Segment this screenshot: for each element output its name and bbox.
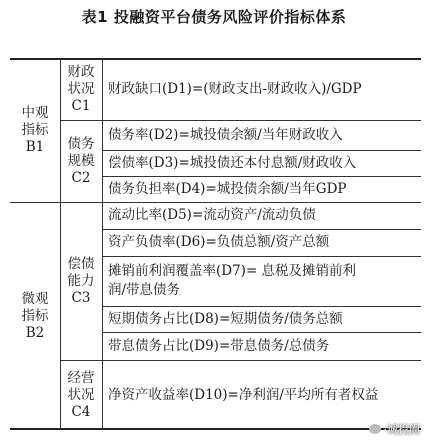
indicator-d2 [102, 120, 421, 150]
indicator-text-line: 摊销前利润覆盖率(D7)= 息税及摊销前利 [108, 263, 357, 279]
subgroup-label-line: C2 [71, 169, 91, 186]
subgroup-label-line: 偿债 [67, 255, 95, 272]
indicator-d4 [102, 176, 421, 202]
indicator-d1 [102, 58, 421, 120]
indicator-d10 [102, 360, 421, 430]
indicator-d5 [102, 202, 421, 229]
watermark-text: ·城投圈 [383, 423, 420, 436]
group-label-line: 指标 [21, 307, 49, 324]
group-label-line: 微观 [21, 290, 49, 307]
subgroup-label-line: 状况 [67, 386, 95, 403]
indicator-text: 净资产收益率(D10)=净利润/平均所有者权益 [108, 386, 379, 403]
indicator-text: 债务率(D2)=城投债余额/当年财政收入 [108, 126, 343, 143]
subgroup-label-line: C1 [71, 97, 91, 114]
subgroup-label-line: 规模 [67, 152, 95, 169]
indicator-text: 流动比率(D5)=流动资产/流动负债 [108, 207, 316, 223]
group-label-b2 [10, 202, 60, 430]
table-title: 表1 投融资平台债务风险评价指标体系 [81, 8, 347, 26]
subgroup-label-line: 状况 [67, 80, 95, 97]
subgroup-label-c2 [60, 120, 102, 202]
indicator-text: 资产负债率(D6)=负债总额/资产总额 [108, 234, 330, 250]
group-label-line: 指标 [21, 121, 49, 138]
group-label-line: 中观 [21, 104, 49, 121]
subgroup-label-line: 债务 [67, 135, 95, 152]
subgroup-label-c1 [60, 58, 102, 120]
subgroup-label-line: 经营 [67, 369, 95, 386]
wechat-icon [369, 424, 381, 434]
indicator-text-line: 润/带息债务 [108, 282, 181, 298]
subgroup-label-c4 [60, 360, 102, 430]
subgroup-label-line: 能力 [67, 272, 95, 289]
watermark [369, 421, 421, 437]
subgroup-label-line: C3 [71, 289, 91, 306]
indicator-text: 债务负担率(D4)=城投债余额/当年GDP [108, 180, 347, 197]
indicator-table [10, 58, 421, 430]
indicator-d3 [102, 150, 421, 176]
group-label-line: B1 [25, 138, 45, 155]
subgroup-label-line: 财政 [67, 63, 95, 80]
indicator-text: 偿债率(D3)=城投债还本付息额/财政收入 [108, 154, 357, 171]
indicator-d8 [102, 306, 421, 332]
indicator-text: 带息债务占比(D9)=带息债务/总债务 [108, 337, 330, 354]
group-label-b1 [10, 58, 60, 202]
indicator-d9 [102, 332, 421, 360]
indicator-d7 [102, 256, 421, 306]
indicator-d6 [102, 229, 421, 256]
indicator-text: 财政缺口(D1)=(财政支出-财政收入)/GDP [108, 80, 362, 97]
subgroup-label-c3 [60, 202, 102, 360]
subgroup-label-line: C4 [71, 403, 91, 420]
group-label-line: B2 [25, 324, 45, 341]
indicator-text: 短期债务占比(D8)=短期债务/债务总额 [108, 310, 343, 327]
